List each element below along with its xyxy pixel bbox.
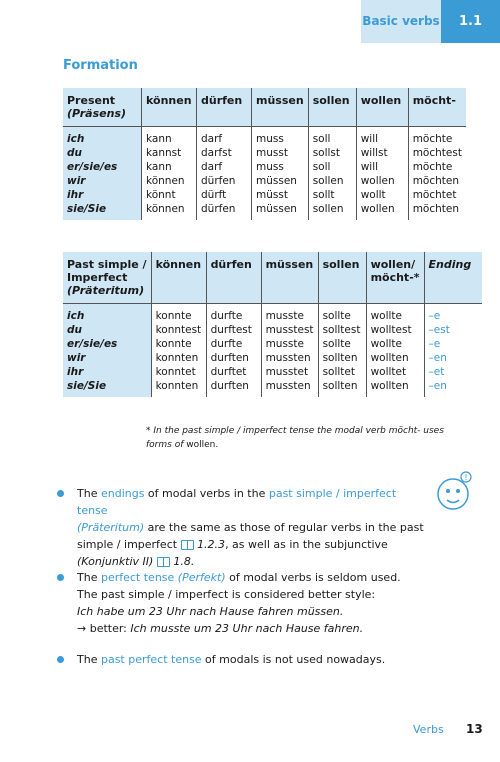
form-cell: wollen <box>356 202 408 220</box>
ending-cell: –e <box>428 338 441 350</box>
form-cell: will <box>356 127 408 147</box>
form-cell: sollen <box>308 202 356 220</box>
verb-header: können <box>142 88 197 127</box>
form-cell: musst <box>252 146 309 160</box>
footnote <box>146 424 466 452</box>
form-cell: konnten <box>151 351 206 365</box>
verb-header: müssen <box>261 252 318 304</box>
form-cell: durftest <box>206 323 261 337</box>
present-label: Present <box>67 94 116 107</box>
verb-header: können <box>151 252 206 304</box>
form-cell: wollte <box>366 304 424 324</box>
bullet-text <box>77 651 430 668</box>
form-cell: dürft <box>197 188 252 202</box>
form-cell: darf <box>197 160 252 174</box>
ref-1-2-3: 1.2.3 <box>197 538 226 551</box>
past-table <box>63 252 482 397</box>
form-cell: sollte <box>318 304 366 324</box>
form-cell: durfte <box>206 304 261 324</box>
highlight-past-simple: past simple / imperfect tense <box>77 487 397 517</box>
form-cell: müsst <box>252 188 309 202</box>
form-cell: dürfen <box>197 202 252 220</box>
verb-header: müssen <box>252 88 309 127</box>
past-label: Past simple / <box>67 258 147 271</box>
ending-cell: –e <box>428 310 441 322</box>
form-cell: sollst <box>308 146 356 160</box>
form-cell: solltest <box>318 323 366 337</box>
bullet-past-perfect <box>60 651 430 668</box>
pronoun-cell: sie/Sie <box>63 202 142 220</box>
form-cell: wolltet <box>366 365 424 379</box>
verb-header: sollen <box>318 252 366 304</box>
book-ref-icon <box>157 557 170 567</box>
form-cell: konntet <box>151 365 206 379</box>
verb-header: dürfen <box>206 252 261 304</box>
form-cell: sollten <box>318 351 366 365</box>
header-blank <box>0 0 128 43</box>
text-run: of modal verbs is seldom used. <box>225 571 401 584</box>
form-cell: können <box>142 174 197 188</box>
highlight-prateritum: (Präteritum) <box>77 521 145 534</box>
form-cell: wollten <box>366 379 424 397</box>
bullet-endings <box>60 485 430 570</box>
pronoun-cell: sie/Sie <box>63 379 151 397</box>
form-cell: soll <box>308 160 356 174</box>
present-table <box>63 88 466 220</box>
bullet-text <box>77 569 430 637</box>
pronoun-cell: ihr <box>63 365 151 379</box>
footnote-line-2 <box>146 438 466 452</box>
highlight-past-perfect: past perfect tense <box>100 653 202 666</box>
form-cell: konnte <box>151 337 206 351</box>
bullet-dot-icon <box>57 656 64 663</box>
header-section-title: Basic verbs <box>361 0 441 43</box>
form-cell: müssen <box>252 174 309 188</box>
form-cell: wollen <box>356 174 408 188</box>
form-cell: möchte <box>412 161 453 173</box>
present-sublabel: (Präsens) <box>67 107 127 120</box>
mascot-icon <box>432 470 474 516</box>
form-cell: mussten <box>261 351 318 365</box>
form-cell: dürfen <box>197 174 252 188</box>
form-cell: möchte <box>412 133 453 145</box>
pronoun-cell: ich <box>63 304 151 324</box>
form-cell: wolltest <box>366 323 424 337</box>
konjunktiv-label: (Konjunktiv II) <box>77 555 154 568</box>
text-run: → better: <box>77 622 131 635</box>
form-cell: konnten <box>151 379 206 397</box>
form-cell: will <box>356 160 408 174</box>
ending-cell: –en <box>428 352 447 364</box>
highlight-perfekt: (Perfekt) <box>177 571 226 584</box>
form-cell: muss <box>252 160 309 174</box>
form-cell: können <box>142 202 197 220</box>
mocht-header: möcht-* <box>370 271 420 284</box>
highlight-perfect: perfect tense <box>100 571 175 584</box>
pronoun-cell: ihr <box>63 188 142 202</box>
form-cell: möchtest <box>412 147 462 159</box>
bullet-dot-icon <box>57 490 64 497</box>
form-cell: kannst <box>142 146 197 160</box>
pronoun-cell: er/sie/es <box>63 337 151 351</box>
text-run: are the same as those of regular verbs in the past simple / imperfect <box>77 521 424 551</box>
form-cell: konntest <box>151 323 206 337</box>
text-run: The past simple / imperfect is considered better style: <box>77 588 376 601</box>
form-cell: musstet <box>261 365 318 379</box>
present-header-cell <box>63 88 142 127</box>
form-cell: sollt <box>308 188 356 202</box>
text-run: The <box>77 571 101 584</box>
present-table-header <box>63 88 466 127</box>
form-cell: durftet <box>206 365 261 379</box>
form-cell: wollten <box>366 351 424 365</box>
form-cell: möchten <box>412 203 459 215</box>
book-ref-icon <box>181 540 194 550</box>
pronoun-cell: ich <box>63 127 142 147</box>
form-cell: solltet <box>318 365 366 379</box>
form-cell: musste <box>261 304 318 324</box>
footer-chapter: Verbs <box>413 723 444 736</box>
form-cell: wollte <box>366 337 424 351</box>
ref-1-8: 1.8. <box>173 555 195 568</box>
svg-text:!: ! <box>464 473 468 482</box>
pronoun-cell: wir <box>63 351 151 365</box>
form-cell: möchten <box>412 175 459 187</box>
form-cell: soll <box>308 127 356 147</box>
form-cell: durften <box>206 351 261 365</box>
section-title: Formation <box>63 58 138 73</box>
ending-cell: –et <box>428 366 445 378</box>
form-cell: sollten <box>318 379 366 397</box>
pronoun-cell: du <box>63 146 142 160</box>
past-header-cell <box>63 252 151 304</box>
text-run: of modal verbs in the <box>144 487 269 500</box>
ending-cell: –en <box>428 380 447 392</box>
form-cell: müssen <box>252 202 309 220</box>
highlight-endings: endings <box>100 487 145 500</box>
verb-header: möcht- <box>408 88 466 127</box>
form-cell: möchtet <box>412 189 457 201</box>
header-fill <box>128 0 361 43</box>
form-cell: könnt <box>142 188 197 202</box>
pronoun-cell: du <box>63 323 151 337</box>
verb-header <box>366 252 424 304</box>
form-cell: wollt <box>356 188 408 202</box>
form-cell: durften <box>206 379 261 397</box>
page-number: 13 <box>466 722 483 736</box>
footnote-forms: forms of <box>146 440 187 450</box>
form-cell: musste <box>261 337 318 351</box>
ending-cell: –est <box>428 324 450 336</box>
verb-header: sollen <box>308 88 356 127</box>
form-cell: muss <box>252 127 309 147</box>
text-run: The <box>77 487 101 500</box>
form-cell: mussten <box>261 379 318 397</box>
form-cell: durfte <box>206 337 261 351</box>
wollen-header: wollen/ <box>370 258 416 271</box>
form-cell: sollen <box>308 174 356 188</box>
footnote-wollen: wollen. <box>186 440 219 450</box>
footnote-line-1: * In the past simple / imperfect tense the modal verb möcht- uses <box>146 426 444 436</box>
better-sentence: Ich musste um 23 Uhr nach Hause fahren. <box>130 622 364 635</box>
imperfect-label: Imperfect <box>67 271 128 284</box>
bullet-text <box>77 485 430 570</box>
form-cell: darfst <box>197 146 252 160</box>
past-table-header <box>63 252 482 304</box>
past-sublabel: (Präteritum) <box>67 284 145 297</box>
pronoun-cell: er/sie/es <box>63 160 142 174</box>
form-cell: musstest <box>261 323 318 337</box>
header-section-number: 1.1 <box>441 0 500 43</box>
page-header <box>0 0 500 43</box>
ending-header: Ending <box>424 252 482 304</box>
form-cell: konnte <box>151 304 206 324</box>
example-sentence: Ich habe um 23 Uhr nach Hause fahren müssen. <box>77 605 344 618</box>
form-cell: darf <box>197 127 252 147</box>
bullet-perfect <box>60 569 430 637</box>
form-cell: kann <box>142 127 197 147</box>
verb-header: wollen <box>356 88 408 127</box>
bullet-dot-icon <box>57 574 64 581</box>
text-run: of modals is not used nowadays. <box>201 653 386 666</box>
verb-header: dürfen <box>197 88 252 127</box>
text-run: The <box>77 653 101 666</box>
form-cell: willst <box>356 146 408 160</box>
form-cell: kann <box>142 160 197 174</box>
pronoun-cell: wir <box>63 174 142 188</box>
form-cell: sollte <box>318 337 366 351</box>
text-run: , as well as in the subjunctive <box>225 538 388 551</box>
